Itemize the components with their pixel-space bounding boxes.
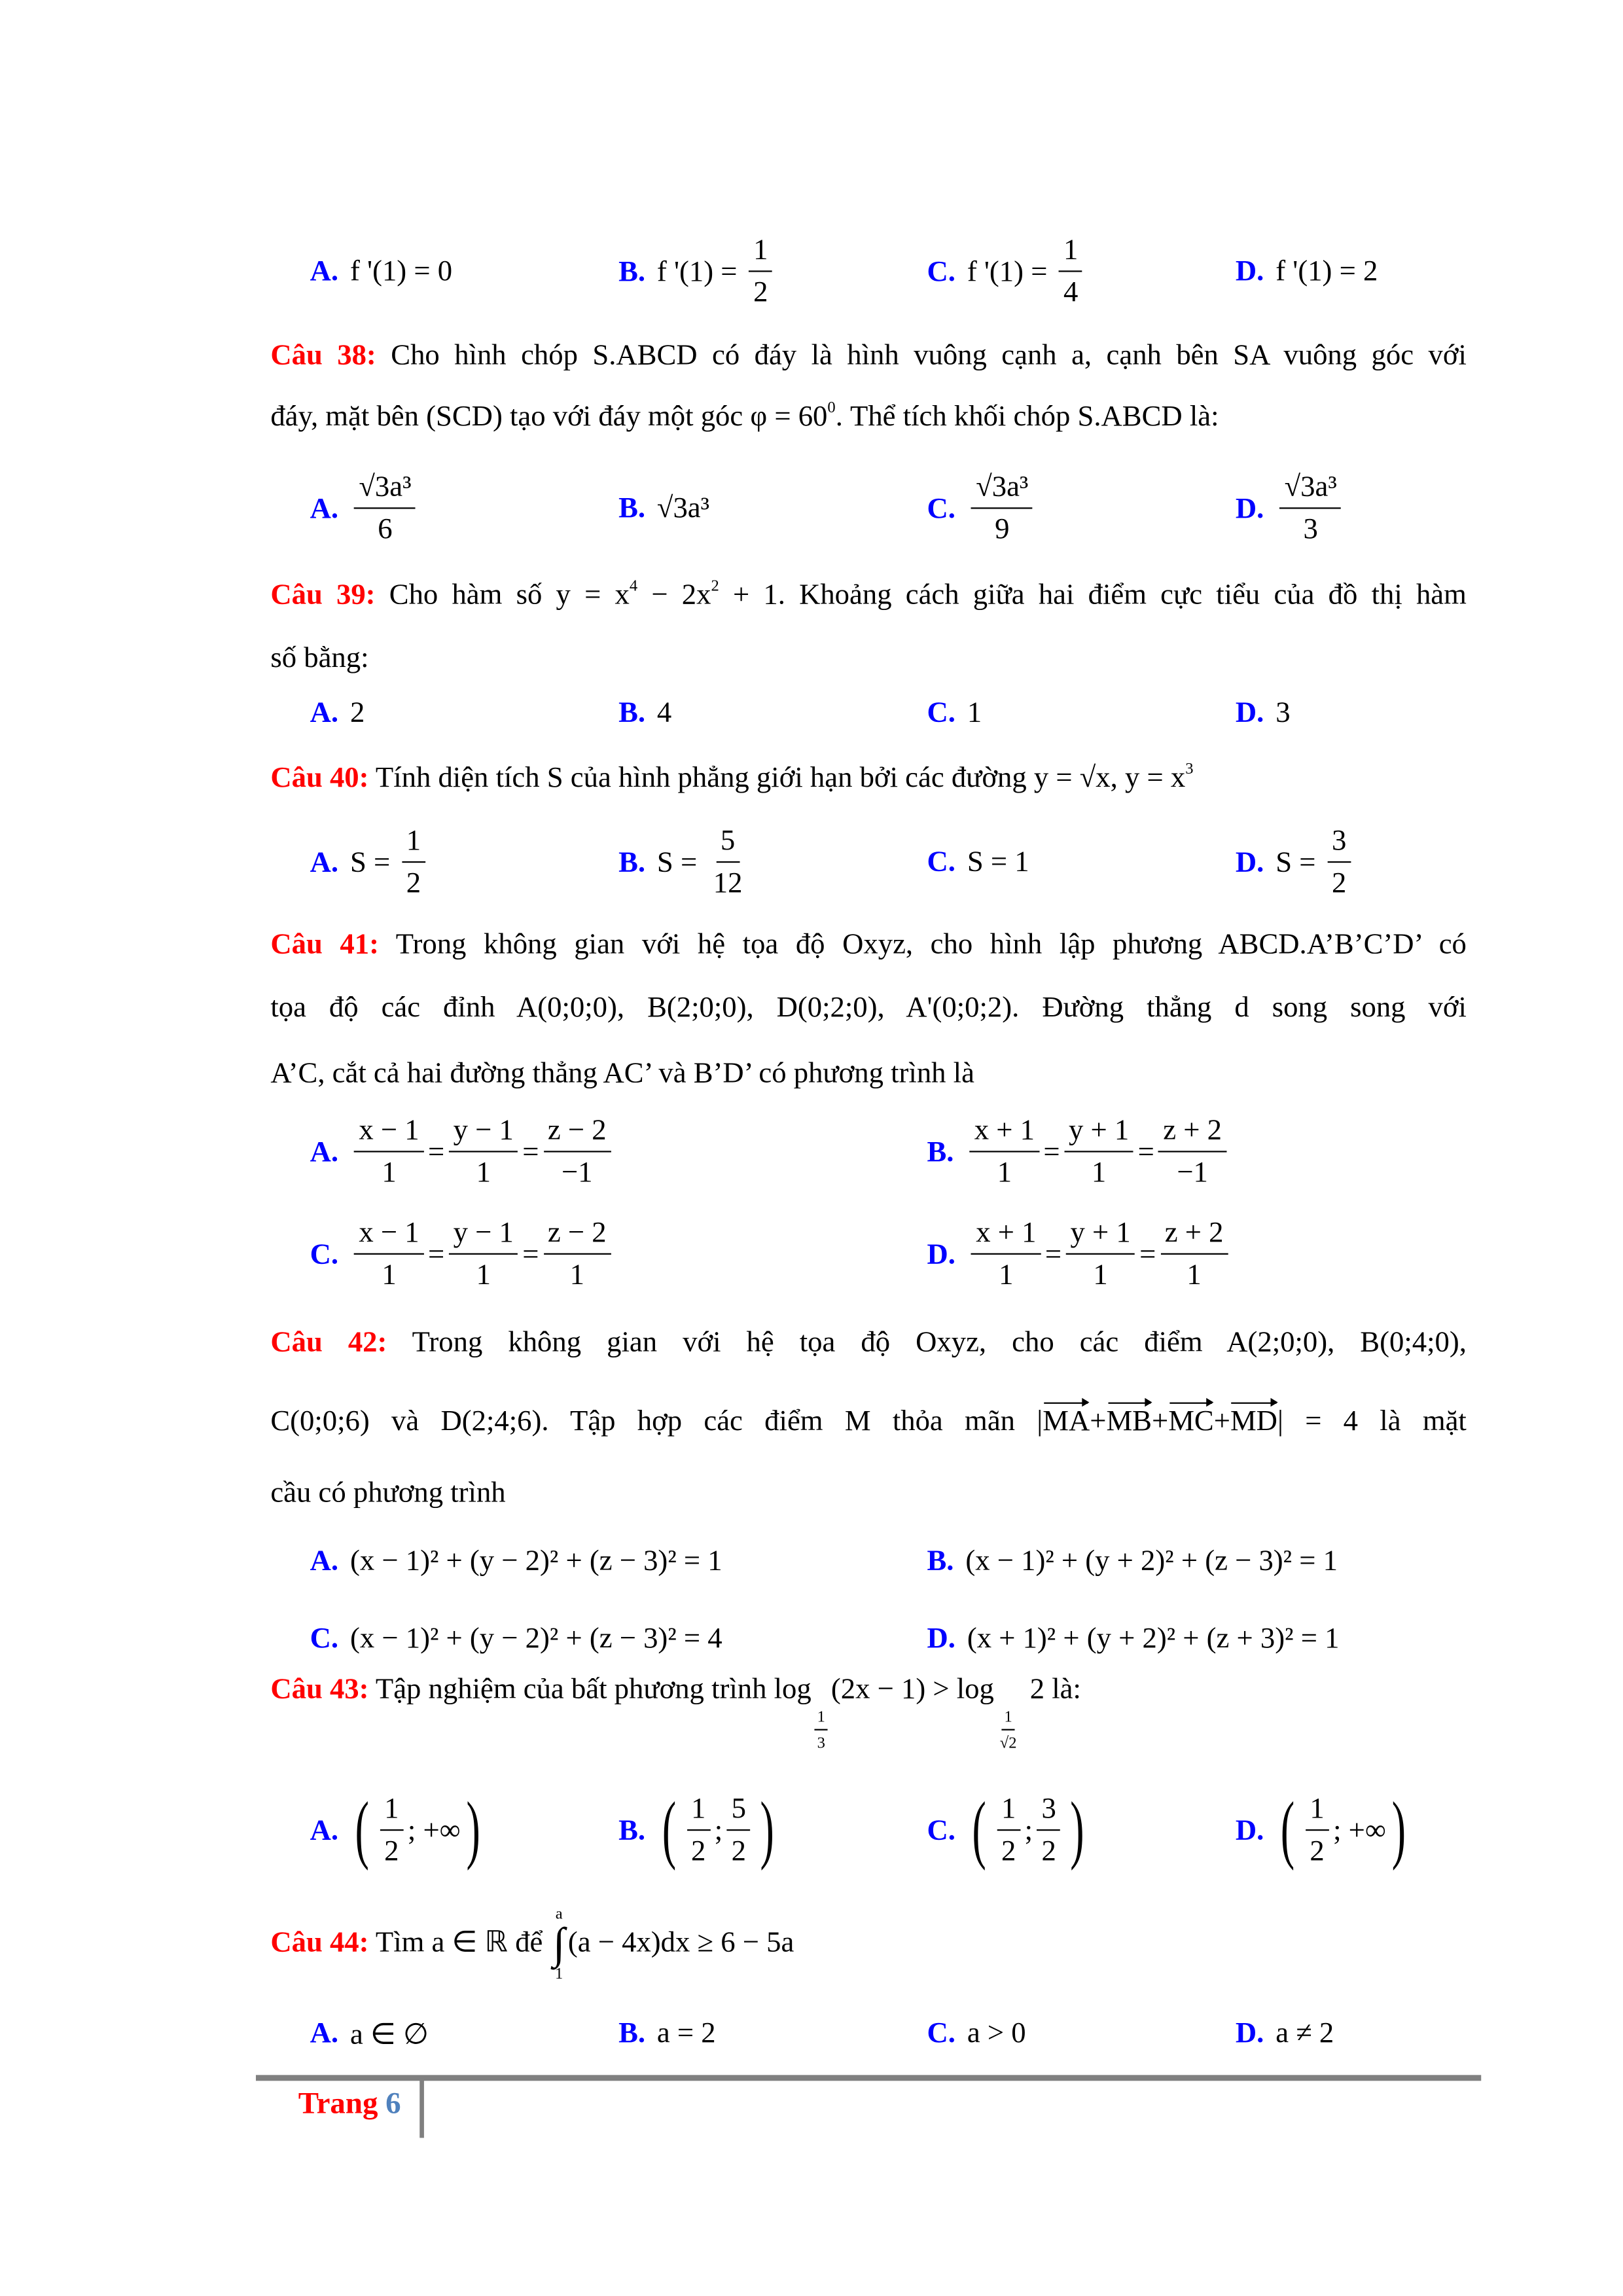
option-content [350,255,452,289]
option-label: C. [927,255,955,288]
math-text: 2 [349,696,365,729]
option-content [967,1217,1232,1293]
exponent: 4 [629,577,638,596]
fraction [972,471,1033,547]
answer-option-d[interactable] [1235,1788,1412,1872]
question-line [270,930,1467,960]
fraction-numerator: 3 [1037,1793,1061,1831]
fraction [402,825,425,901]
fraction-denominator: √2 [999,1734,1017,1752]
math-text: = [522,1238,539,1270]
option-content [350,1788,486,1872]
fraction-denominator: 1 [997,1157,1012,1189]
math-text: = [1137,1135,1154,1168]
math-text: = [428,1135,445,1168]
fraction-numerator: y − 1 [449,1217,518,1255]
answer-option-c[interactable] [927,846,1029,879]
option-label: A. [310,2017,339,2050]
answer-option-a[interactable] [310,697,365,730]
option-label: C. [927,696,955,729]
fraction [1059,234,1082,310]
fraction-numerator: z − 2 [543,1114,611,1152]
fraction [543,1217,611,1293]
question-line [270,643,1467,673]
parenthesis: ( [662,1788,677,1872]
math-text: ; +∞ [407,1814,461,1846]
fraction-numerator: y + 1 [1064,1114,1133,1152]
parenthesis: ) [1391,1788,1406,1872]
fraction-numerator: z − 2 [543,1217,611,1255]
vector: MC [1168,1405,1214,1438]
fraction-numerator: 1 [402,825,425,863]
fraction-numerator: √3a³ [972,471,1033,509]
answer-option-d[interactable] [1236,255,1378,289]
question-line [270,1328,1467,1357]
fraction [1066,1217,1135,1293]
exponent: 2 [711,577,719,596]
answer-option-d[interactable] [927,1623,1339,1656]
option-content [967,1623,1340,1656]
option-label: B. [618,2017,646,2050]
question-line [270,1059,1467,1088]
fraction-numerator: z + 2 [1160,1217,1228,1255]
math-text: f '(1) = [656,255,745,288]
footer-divider [256,2075,1481,2081]
question-number: Câu 41: [270,928,379,961]
fraction [972,1217,1041,1293]
fraction-denominator: 2 [731,1835,746,1868]
answer-option-a[interactable] [310,1545,722,1578]
option-label: D. [1235,846,1264,878]
math-text: a ∈ ∅ [349,2018,429,2051]
fraction-numerator: 1 [749,234,772,272]
fraction-denominator: 1 [1091,1157,1107,1189]
option-label: B. [618,846,646,878]
math-text: Trong không gian với hệ tọa độ Oxyz, cho hình lập phương ABCD.A’B’C’D’ có [378,928,1467,961]
fraction-denominator: 1 [999,1259,1014,1291]
option-content [967,697,982,730]
fraction [355,1114,424,1190]
fraction-numerator: x + 1 [970,1114,1039,1152]
option-label: D. [1235,255,1264,288]
parenthesis: ) [466,1788,480,1872]
math-text: | = 4 là mặt [1277,1405,1467,1438]
fraction-denominator: 2 [1332,867,1347,900]
fraction-numerator: 1 [997,1793,1020,1831]
option-content [657,234,777,310]
math-text: + [1213,1405,1230,1438]
fraction [995,1708,1021,1753]
question-line [270,399,1467,433]
fraction-numerator: √3a³ [355,471,416,509]
math-text: a > 0 [967,2017,1026,2050]
answer-option-c[interactable] [310,1217,615,1293]
option-label: B. [618,696,646,729]
fraction-numerator: 5 [727,1793,751,1831]
fraction-denominator: 2 [753,276,768,309]
fraction-numerator: √3a³ [1280,471,1342,509]
math-text: a = 2 [656,2017,716,2050]
option-content [1275,697,1290,730]
answer-option-b[interactable] [618,697,671,730]
integral-sign: ∫ [553,1920,565,1969]
math-text: (2x − 1) > log [830,1673,994,1706]
fraction [970,1114,1039,1190]
fraction [1306,1793,1329,1869]
fraction [1280,471,1342,547]
answer-option-c[interactable] [927,1788,1090,1872]
option-content [350,1217,615,1293]
math-text: S = 1 [967,846,1029,878]
math-text: = [1044,1238,1062,1270]
question-number: Câu 42: [270,1326,387,1359]
math-text: ; [714,1814,723,1846]
option-label: A. [310,1135,339,1168]
answer-option-d[interactable] [1236,825,1355,901]
fraction-numerator: 1 [1306,1793,1329,1831]
option-label: D. [1235,696,1264,729]
question-line [270,760,1467,795]
answer-option-b[interactable] [927,1545,1337,1578]
fraction [449,1217,518,1293]
fraction-numerator: x − 1 [355,1217,424,1255]
fraction-denominator: 3 [1303,513,1318,546]
answer-option-b[interactable] [618,825,751,901]
page-number: 6 [385,2085,401,2121]
option-content [967,234,1087,310]
math-text: f '(1) = [967,255,1055,288]
math-text: = [522,1135,539,1168]
option-content [657,2017,716,2051]
option-label: A. [310,696,339,729]
math-text: + [1151,1405,1169,1438]
fraction [380,1793,403,1869]
math-text: Trong không gian với hệ tọa độ Oxyz, cho các điểm A(2;0;0), B(0;4;0), [387,1326,1467,1359]
fraction [687,1793,710,1869]
math-text: (x − 1)² + (y − 2)² + (z − 3)² = 1 [349,1545,722,1577]
page-footer [298,2085,401,2122]
math-text: S = [656,846,705,878]
option-content [657,825,751,901]
option-label: B. [927,1135,954,1168]
option-label: A. [310,1545,339,1577]
fraction-numerator: 1 [814,1708,828,1730]
fraction-denominator: 1 [476,1259,491,1291]
fraction-numerator: x − 1 [355,1114,424,1152]
fraction-denominator: 2 [1001,1835,1016,1868]
answer-option-d[interactable] [1236,2017,1334,2051]
option-label: A. [310,846,339,878]
answer-option-a[interactable] [310,1788,486,1872]
fraction [1160,1217,1228,1293]
answer-option-b[interactable] [618,2017,716,2051]
option-content [350,1545,722,1578]
fraction [709,825,747,901]
fraction [813,1708,830,1753]
question-number: Câu 44: [270,1926,369,1959]
math-text: ; +∞ [1333,1814,1386,1846]
math-text: − 2x [637,579,711,611]
fraction-denominator: 2 [1041,1835,1056,1868]
option-label: A. [310,255,339,288]
fraction-numerator: y + 1 [1066,1217,1135,1255]
vector: MB [1106,1405,1152,1438]
option-label: C. [927,2017,955,2050]
vector: MD [1230,1405,1277,1438]
math-text: Cho hình chóp S.ABCD có đáy là hình vuông cạnh a, cạnh bên SA vuông góc với [376,339,1467,372]
question-number: Câu 39: [270,579,376,611]
option-content [967,471,1037,547]
fraction [355,1217,424,1293]
answer-option-b[interactable] [927,1114,1230,1190]
math-text: + [1090,1405,1107,1438]
math-text: 1 [967,696,982,729]
option-label: C. [310,1622,339,1655]
fraction-denominator: 2 [384,1835,399,1868]
option-label: A. [310,1814,339,1846]
math-text: = [1139,1238,1156,1270]
exponent: 0 [827,399,836,417]
fraction-denominator: 4 [1063,276,1079,309]
answer-option-c[interactable] [927,2017,1026,2051]
answer-option-a[interactable] [310,1114,615,1190]
option-content [967,1788,1090,1872]
fraction [1159,1114,1226,1190]
answer-option-d[interactable] [1236,697,1291,730]
fraction-denominator: 1 [476,1157,491,1189]
fraction [449,1114,518,1190]
fraction-denominator: −1 [1177,1157,1208,1189]
option-content [1275,255,1378,289]
answer-option-a[interactable] [310,2016,429,2053]
math-text: 3 [1275,696,1291,729]
math-text: cầu có phương trình [270,1477,506,1509]
option-content [350,825,430,901]
question-number: Câu 40: [270,762,369,795]
option-content [1275,2017,1334,2051]
math-text: C(0;0;6) và D(2;4;6). Tập hợp các điểm M thỏa mãn | [270,1405,1043,1438]
answer-option-d[interactable] [927,1217,1232,1293]
math-text: A’C, cắt cả hai đường thẳng AC’ và B’D’ có phương trình là [270,1057,974,1090]
question-line [270,1407,1467,1436]
option-content [350,1114,615,1190]
math-text: 4 [656,696,672,729]
option-content [965,1545,1338,1578]
page-word: Trang [298,2085,378,2121]
option-label: B. [927,1545,954,1577]
math-text: . Thể tích khối chóp S.ABCD là: [835,401,1219,433]
integral-lower-limit: 1 [555,1965,563,1983]
answer-option-c[interactable] [927,471,1037,547]
option-content [350,2016,429,2053]
math-text: đáy, mặt bên (SCD) tạo với đáy một góc φ = 60 [270,401,828,433]
question-number: Câu 43: [270,1673,369,1706]
option-content [350,471,420,547]
fraction-denominator: 6 [378,513,393,546]
question-line [270,1907,1467,1982]
option-label: C. [927,492,955,524]
option-content [657,697,671,730]
fraction-numerator: 1 [1059,234,1082,272]
option-label: C. [927,1814,955,1846]
fraction-numerator: 3 [1327,825,1351,863]
option-content [350,1623,722,1656]
parenthesis: ) [1070,1788,1085,1872]
option-label: D. [1235,1814,1264,1846]
math-text: √3a³ [656,492,710,524]
vector: MA [1043,1405,1090,1438]
fraction [543,1114,611,1190]
option-label: D. [1235,492,1264,524]
option-label: D. [927,1238,955,1270]
fraction-denominator: 2 [406,867,421,900]
answer-option-a[interactable] [310,471,420,547]
fraction-denominator: 2 [691,1835,706,1868]
integral-upper-limit: a [555,1905,563,1923]
fraction-numerator: z + 2 [1159,1114,1226,1152]
fraction [727,1793,751,1869]
math-text: f '(1) = 2 [1275,255,1378,288]
fraction-numerator: y − 1 [449,1114,518,1152]
fraction-denominator: 9 [995,513,1010,546]
option-content [657,1788,780,1872]
fraction [1327,825,1351,901]
option-label: A. [310,492,339,524]
fraction [1037,1793,1061,1869]
parenthesis: ( [1281,1788,1296,1872]
fraction-denominator: 1 [1186,1259,1202,1291]
fraction-numerator: 1 [380,1793,403,1831]
question-line [270,993,1467,1022]
fraction-denominator: 1 [569,1259,584,1291]
fraction-denominator: 12 [713,867,743,900]
footer-vertical-divider [419,2078,424,2138]
option-label: B. [618,255,646,288]
math-text: Tính diện tích S của hình phẳng giới hạn bởi các đường y = √x, y = x [368,762,1186,795]
math-text: (a − 4x)dx ≥ 6 − 5a [567,1926,794,1959]
answer-option-c[interactable] [310,1623,722,1656]
answer-option-a[interactable] [310,255,452,289]
math-text: = [428,1238,445,1270]
math-text: = [1043,1135,1060,1168]
option-label: B. [618,1814,646,1846]
fraction [997,1793,1020,1869]
question-line [270,577,1467,611]
math-text: (x + 1)² + (y + 2)² + (z + 3)² = 1 [967,1622,1340,1655]
fraction-denominator: −1 [561,1157,593,1189]
fraction-numerator: x + 1 [972,1217,1041,1255]
fraction [1064,1114,1133,1190]
parenthesis: ( [972,1788,987,1872]
parenthesis: ( [355,1788,370,1872]
math-text: Tập nghiệm của bất phương trình log [368,1673,812,1706]
fraction-denominator: 1 [1093,1259,1108,1291]
math-text: (x − 1)² + (y − 2)² + (z − 3)² = 4 [349,1622,722,1655]
math-text: S = [349,846,398,878]
math-text: tọa độ các đỉnh A(0;0;0), B(2;0;0), D(0;2;0), A'(0;0;2). Đường thẳng d song song với [270,991,1467,1024]
fraction-denominator: 1 [382,1259,397,1291]
answer-option-b[interactable] [618,492,709,526]
option-content [965,1114,1230,1190]
answer-option-a[interactable] [310,825,430,901]
parenthesis: ) [760,1788,775,1872]
fraction-denominator: 3 [817,1734,825,1752]
math-text: a ≠ 2 [1275,2017,1334,2050]
question-line [270,341,1467,370]
math-text: số bằng: [270,641,369,674]
option-label: D. [927,1622,955,1655]
fraction [355,471,416,547]
question-line [270,1675,1467,1753]
option-label: B. [618,492,646,524]
exponent: 3 [1185,760,1194,778]
answer-option-b[interactable] [618,234,777,310]
option-label: C. [310,1238,339,1270]
fraction-numerator: 5 [716,825,740,863]
option-content [1275,825,1355,901]
option-content [657,492,709,526]
fraction [749,234,772,310]
answer-option-d[interactable] [1236,471,1346,547]
option-label: C. [927,846,955,878]
math-text: + 1. Khoảng cách giữa hai điểm cực tiểu của đồ thị hàm [719,579,1467,611]
math-text: f '(1) = 0 [349,255,453,288]
fraction-denominator: 1 [382,1157,397,1189]
fraction-denominator: 2 [1310,1835,1325,1868]
answer-option-c[interactable] [927,697,982,730]
math-text: (x − 1)² + (y + 2)² + (z − 3)² = 1 [965,1545,1338,1577]
answer-option-c[interactable] [927,234,1086,310]
integral [553,1907,565,1982]
option-content [1275,471,1346,547]
option-content [967,2017,1026,2051]
option-content [350,697,365,730]
math-text: 2 là: [1022,1673,1081,1706]
math-text: Tìm a ∈ ℝ để [368,1926,550,1959]
question-number: Câu 38: [270,339,376,372]
fraction-numerator: 1 [1001,1708,1015,1730]
math-text: S = [1275,846,1323,878]
math-text: ; [1024,1814,1033,1846]
option-label: D. [1235,2017,1264,2050]
question-line [270,1479,1467,1508]
option-content [967,846,1029,879]
answer-option-b[interactable] [618,1788,780,1872]
fraction-numerator: 1 [687,1793,710,1831]
math-text: Cho hàm số y = x [375,579,630,611]
option-content [1275,1788,1411,1872]
